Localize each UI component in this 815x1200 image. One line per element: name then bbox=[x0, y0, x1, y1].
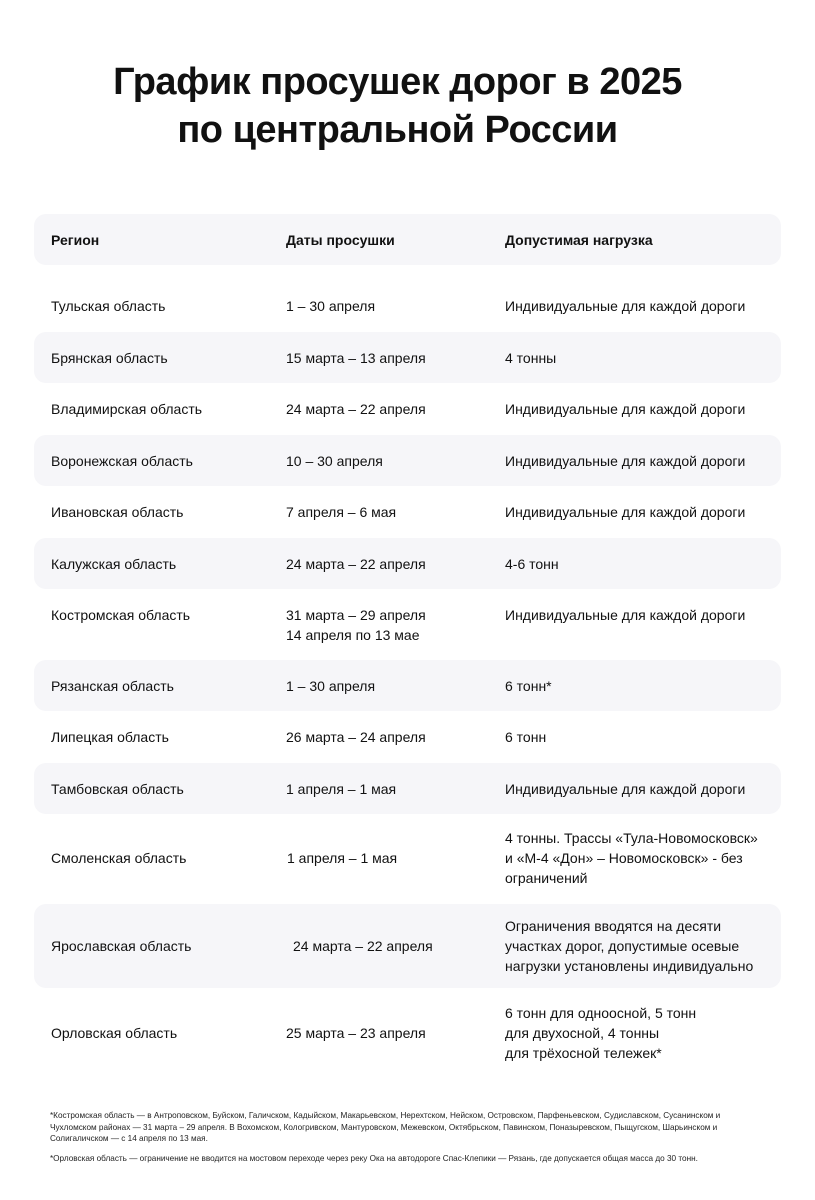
table-row bbox=[34, 435, 781, 486]
cell-load: 6 тонн bbox=[505, 728, 547, 745]
cell-region: Калужская область bbox=[51, 555, 177, 572]
cell-load: Ограничения вводятся на десяти участках дорог, допустимые осевые нагрузки установлены индивидуально bbox=[505, 918, 754, 974]
table-row bbox=[34, 332, 781, 383]
page-title-line-1: График просушек дорог в 2025 bbox=[113, 61, 682, 103]
page-title bbox=[0, 58, 795, 154]
cell-dates: 31 марта – 29 апреля 14 апреля по 13 мае bbox=[286, 607, 426, 643]
header-load: Допустимая нагрузка bbox=[505, 231, 653, 248]
cell-load: Индивидуальные для каждой дороги bbox=[505, 503, 746, 520]
cell-load: Индивидуальные для каждой дороги bbox=[505, 297, 746, 314]
cell-dates: 10 – 30 апреля bbox=[286, 452, 383, 469]
cell-dates: 1 – 30 апреля bbox=[286, 297, 376, 314]
cell-region: Смоленская область bbox=[51, 850, 187, 866]
header-region: Регион bbox=[51, 231, 100, 248]
table-row bbox=[34, 825, 781, 891]
cell-dates: 25 марта – 23 апреля bbox=[286, 1025, 426, 1041]
cell-region: Воронежская область bbox=[51, 452, 193, 469]
cell-region: Владимирская область bbox=[51, 400, 203, 417]
cell-dates: 1 – 30 апреля bbox=[286, 677, 376, 694]
cell-load: Индивидуальные для каждой дороги bbox=[505, 400, 746, 417]
footnote-kostroma: *Костромская область — в Антроповском, Буйском, Галичском, Кадыйском, Макарьевском, Нерехтском, Нейском, Островском, Парфеньевском, Судиславском, Сусанинском и Чухломском районах — 31 марта – 29 апреля. В Вохомском, Кологривском, Мантуровском, Межевском, Октябрьском, Павинском, Поназыревском, Пыщугском, Шарьинском и Солигаличском — с 14 апреля по 13 мая. bbox=[50, 1111, 721, 1143]
footnote-orel: *Орловская область — ограничение не вводится на мостовом переходе через реку Ока на автодороге Спас-Клепики — Рязань, где допускается общая масса до 30 тонн. bbox=[50, 1153, 698, 1163]
cell-dates: 24 марта – 22 апреля bbox=[293, 938, 433, 954]
table-row bbox=[34, 486, 781, 537]
cell-dates: 24 марта – 22 апреля bbox=[286, 400, 426, 417]
table-row bbox=[34, 589, 781, 643]
cell-load: 6 тонн* bbox=[505, 677, 552, 694]
cell-load: 4 тонны bbox=[505, 349, 557, 366]
table-header bbox=[34, 214, 781, 265]
cell-dates: 15 марта – 13 апреля bbox=[286, 349, 426, 366]
table-row bbox=[34, 1003, 781, 1063]
cell-region: Брянская область bbox=[51, 349, 168, 366]
footnotes bbox=[50, 1110, 750, 1172]
cell-region: Ярославская область bbox=[51, 938, 192, 954]
cell-region: Костромская область bbox=[51, 607, 191, 623]
table-row bbox=[34, 660, 781, 711]
cell-load: 6 тонн для одноосной, 5 тонн для двухосной, 4 тонны для трёхосной тележек* bbox=[505, 1005, 697, 1061]
cell-dates: 26 марта – 24 апреля bbox=[286, 728, 426, 745]
cell-dates: 1 апреля – 1 мая bbox=[286, 780, 397, 797]
cell-region: Рязанская область bbox=[51, 677, 174, 694]
table-row bbox=[34, 904, 781, 988]
table-row bbox=[34, 711, 781, 762]
cell-load: 4-6 тонн bbox=[505, 555, 559, 572]
cell-dates: 24 марта – 22 апреля bbox=[286, 555, 426, 572]
cell-region: Тульская область bbox=[51, 297, 166, 314]
table-row bbox=[34, 383, 781, 434]
cell-load: Индивидуальные для каждой дороги bbox=[505, 452, 746, 469]
cell-load: Индивидуальные для каждой дороги bbox=[505, 780, 746, 797]
cell-region: Ивановская область bbox=[51, 503, 184, 520]
cell-region: Липецкая область bbox=[51, 728, 169, 745]
cell-dates: 7 апреля – 6 мая bbox=[286, 503, 397, 520]
page-title-line-2: по центральной России bbox=[177, 109, 618, 151]
table-row bbox=[34, 763, 781, 814]
cell-load: 4 тонны. Трассы «Тула-Новомосковск» и «М-4 «Дон» – Новомосковск» - без ограничений bbox=[505, 830, 758, 886]
table-row bbox=[34, 538, 781, 589]
cell-dates: 1 апреля – 1 мая bbox=[287, 850, 398, 866]
cell-region: Орловская область bbox=[51, 1025, 178, 1041]
header-dates: Даты просушки bbox=[286, 231, 395, 248]
table-row bbox=[34, 280, 781, 331]
cell-load: Индивидуальные для каждой дороги bbox=[505, 607, 746, 623]
cell-region: Тамбовская область bbox=[51, 780, 184, 797]
